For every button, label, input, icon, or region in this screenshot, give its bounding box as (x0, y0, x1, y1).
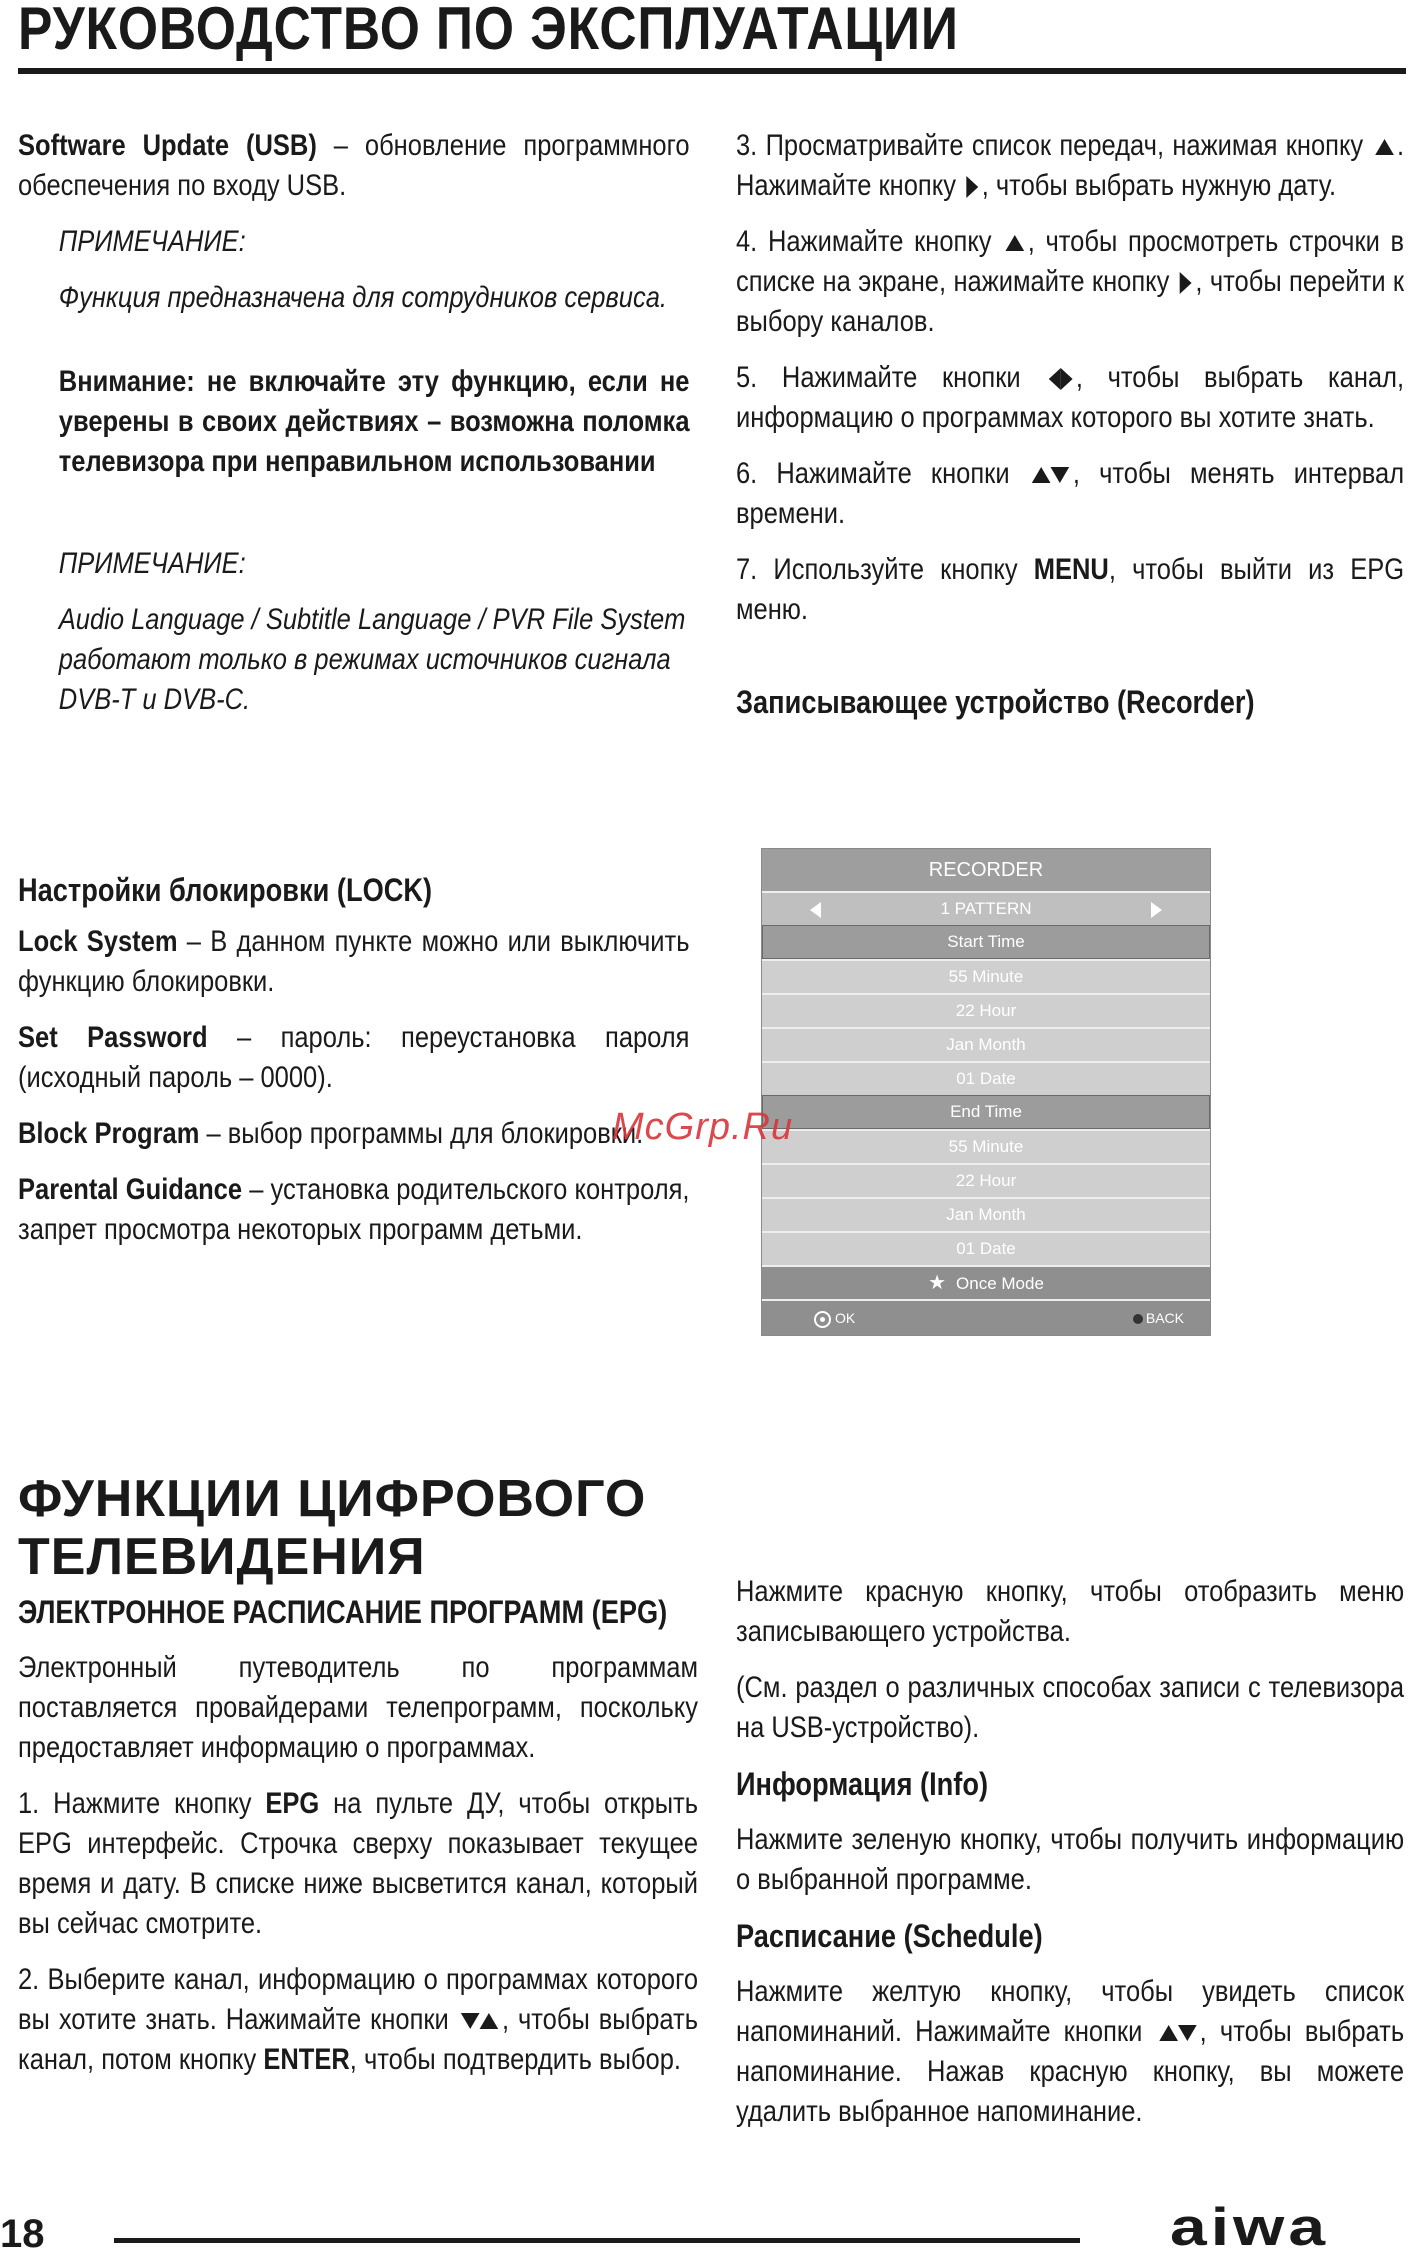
right-top-column (736, 126, 1408, 738)
arrow-up-icon (1375, 139, 1394, 155)
arrow-down-icon (1178, 2025, 1197, 2041)
step-text: на пульте ДУ, чтобы открыть EPG интерфейс. Строчка сверху показывает текущее время и дату. В списке ниже высветится канал, который вы сейчас смотрите. (18, 1787, 698, 1940)
step-text: , чтобы подтвердить выбор. (349, 2043, 681, 2076)
epg-step-1 (18, 1784, 698, 1944)
end-date-row[interactable]: 01 Date (762, 1231, 1210, 1265)
left-top-column (18, 126, 808, 736)
step-text: , чтобы выбрать канал, информацию о программах которого вы хотите знать. (736, 361, 1405, 434)
header-divider (18, 68, 1406, 74)
enter-button-label: ENTER (263, 2043, 350, 2076)
info-text: Нажмите зеленую кнопку, чтобы получить информацию о выбранной программе. (736, 1823, 1405, 1896)
digital-tv-title: ФУНКЦИИ ЦИФРОВОГО ТЕЛЕВИДЕНИЯ (18, 1470, 647, 1586)
lock-term: Parental Guidance (18, 1173, 243, 1206)
epg-step-5 (736, 358, 1404, 438)
step-text: , чтобы выйти из EPG меню. (736, 553, 1405, 626)
step-text: . Нажимайте кнопку (736, 129, 1405, 202)
software-update-text: – обновление программного обеспечения по входу USB. (18, 129, 690, 202)
epg-intro: Электронный путеводитель по программам поставляется провайдерами телепрограмм, поскольку предоставляет информацию о программах. (18, 1651, 698, 1764)
ok-circle-icon (814, 1311, 831, 1328)
arrow-down-icon (461, 2013, 480, 2029)
step-text: 4. Нажимайте кнопку (736, 225, 1003, 258)
recorder-title: RECORDER (762, 849, 1210, 891)
chevron-left-icon[interactable] (810, 902, 821, 918)
lock-desc: – пароль: переустановка пароля (исходный пароль – 0000). (18, 1021, 690, 1094)
step-text: Нажмите желтую кнопку, чтобы увидеть список напоминаний. Нажимайте кнопки (736, 1975, 1405, 2048)
note-text-1: Функция предназначена для сотрудников сервиса. (58, 281, 667, 314)
aiwa-logo: aiwa (1170, 2196, 1330, 2256)
step-text: 1. Нажмите кнопку (18, 1787, 266, 1820)
lock-item-parental-guidance (18, 1170, 690, 1250)
epg-heading: ЭЛЕКТРОННОЕ РАСПИСАНИЕ ПРОГРАММ (EPG) (18, 1594, 668, 1630)
lock-item-block-program (18, 1114, 690, 1154)
lock-item-lock-system (18, 922, 690, 1002)
arrow-up-icon (1159, 2025, 1178, 2041)
epg-step-3 (736, 126, 1404, 206)
start-month-row[interactable]: Jan Month (762, 1027, 1210, 1061)
page-header-title: РУКОВОДСТВО ПО ЭКСПЛУАТАЦИИ (18, 0, 959, 62)
recorder-pattern-row[interactable] (762, 891, 1210, 925)
recorder-pattern-label: 1 PATTERN (940, 899, 1032, 918)
epg-step-6 (736, 454, 1404, 534)
warning-text: Внимание: не включайте эту функцию, если не уверены в своих действиях – возможна поломка телевизора при неправильном использовании (58, 365, 690, 478)
step-text: , чтобы выбрать напоминание. Нажав красную кнопку, вы можете удалить выбранное напоминание. (736, 2015, 1405, 2128)
recorder-red-text: Нажмите красную кнопку, чтобы отобразить меню записывающего устройства. (736, 1575, 1405, 1648)
lock-term: Block Program (18, 1117, 200, 1150)
arrow-up-icon (480, 2013, 499, 2029)
step-text: 2. Выберите канал, информацию о программах которого вы хотите знать. Нажимайте кнопки (18, 1963, 698, 2036)
recorder-menu (761, 848, 1211, 1336)
start-hour-row[interactable]: 22 Hour (762, 993, 1210, 1027)
footer-divider (114, 2238, 1080, 2243)
start-time-header[interactable]: Start Time (762, 925, 1210, 959)
end-minute-row[interactable]: 55 Minute (762, 1129, 1210, 1163)
lock-heading: Настройки блокировки (LOCK) (18, 872, 433, 908)
schedule-heading: Расписание (Schedule) (736, 1918, 1043, 1954)
lock-desc: – В данном пункте можно или выключить функцию блокировки. (18, 925, 690, 998)
lock-desc: – установка родительского контроля, запрет просмотра некоторых программ детьми. (18, 1173, 690, 1246)
arrow-left-icon (1049, 368, 1061, 390)
epg-step-4 (736, 222, 1404, 342)
end-hour-row[interactable]: 22 Hour (762, 1163, 1210, 1197)
lock-section (18, 870, 808, 1266)
page-number: 18 (0, 2212, 45, 2256)
end-month-row[interactable]: Jan Month (762, 1197, 1210, 1231)
arrow-right-icon (1061, 368, 1073, 390)
lock-term: Lock System (18, 925, 178, 958)
step-text: , чтобы выбрать канал, потом кнопку (18, 2003, 698, 2076)
epg-step-7 (736, 550, 1404, 630)
recorder-heading: Записывающее устройство (Recorder) (736, 684, 1255, 720)
step-text: 7. Используйте кнопку (736, 553, 1034, 586)
step-text: 6. Нажимайте кнопки (736, 457, 1029, 490)
end-time-header[interactable]: End Time (762, 1095, 1210, 1129)
arrow-down-icon (1051, 467, 1070, 483)
digital-tv-section (18, 1470, 818, 2096)
once-mode-label: Once Mode (956, 1274, 1044, 1293)
arrow-up-icon (1032, 467, 1051, 483)
ok-label: OK (835, 1310, 856, 1326)
lock-term: Set Password (18, 1021, 208, 1054)
software-update-paragraph (18, 126, 690, 206)
epg-step-2 (18, 1960, 698, 2080)
arrow-up-icon (1006, 235, 1025, 251)
recorder-footer (762, 1299, 1210, 1335)
note-text-2: Audio Language / Subtitle Language / PVR File System работают только в режимах источников сигнала DVB-T и DVB-C. (58, 603, 686, 716)
right-bottom-column (736, 1572, 1408, 2148)
lock-desc: – выбор программы для блокировки. (199, 1117, 644, 1150)
step-text: , чтобы выбрать нужную дату. (981, 169, 1337, 202)
schedule-text (736, 1972, 1404, 2132)
recorder-see-text: (См. раздел о различных способах записи с телевизора на USB-устройство). (736, 1671, 1405, 1744)
info-heading: Информация (Info) (736, 1766, 989, 1802)
arrow-right-icon (966, 176, 978, 198)
step-text: , чтобы просмотреть строчки в списке на экране, нажимайте кнопку (736, 225, 1405, 298)
step-text: , чтобы менять интервал времени. (736, 457, 1405, 530)
step-text: 3. Просматривайте список передач, нажимая кнопку (736, 129, 1372, 162)
back-hint[interactable] (1133, 1301, 1184, 1335)
start-date-row[interactable]: 01 Date (762, 1061, 1210, 1095)
chevron-right-icon[interactable] (1151, 902, 1162, 918)
note-label-2: ПРИМЕЧАНИЕ: (58, 547, 246, 580)
star-icon: ★ (928, 1272, 947, 1294)
back-dot-icon (1133, 1314, 1143, 1324)
watermark: McGrp.Ru (612, 1106, 794, 1148)
software-update-term: Software Update (USB) (18, 129, 317, 162)
back-label: BACK (1145, 1310, 1184, 1326)
arrow-right-icon (1180, 272, 1192, 294)
menu-button-label: MENU (1033, 553, 1109, 586)
note-label-1: ПРИМЕЧАНИЕ: (58, 225, 246, 258)
once-mode-row[interactable] (762, 1265, 1210, 1299)
ok-hint[interactable] (814, 1301, 855, 1335)
start-minute-row[interactable]: 55 Minute (762, 959, 1210, 993)
step-text: 5. Нажимайте кнопки (736, 361, 1046, 394)
step-text: , чтобы перейти к выбору каналов. (736, 265, 1405, 338)
lock-item-set-password (18, 1018, 690, 1098)
epg-button-label: EPG (265, 1787, 320, 1820)
